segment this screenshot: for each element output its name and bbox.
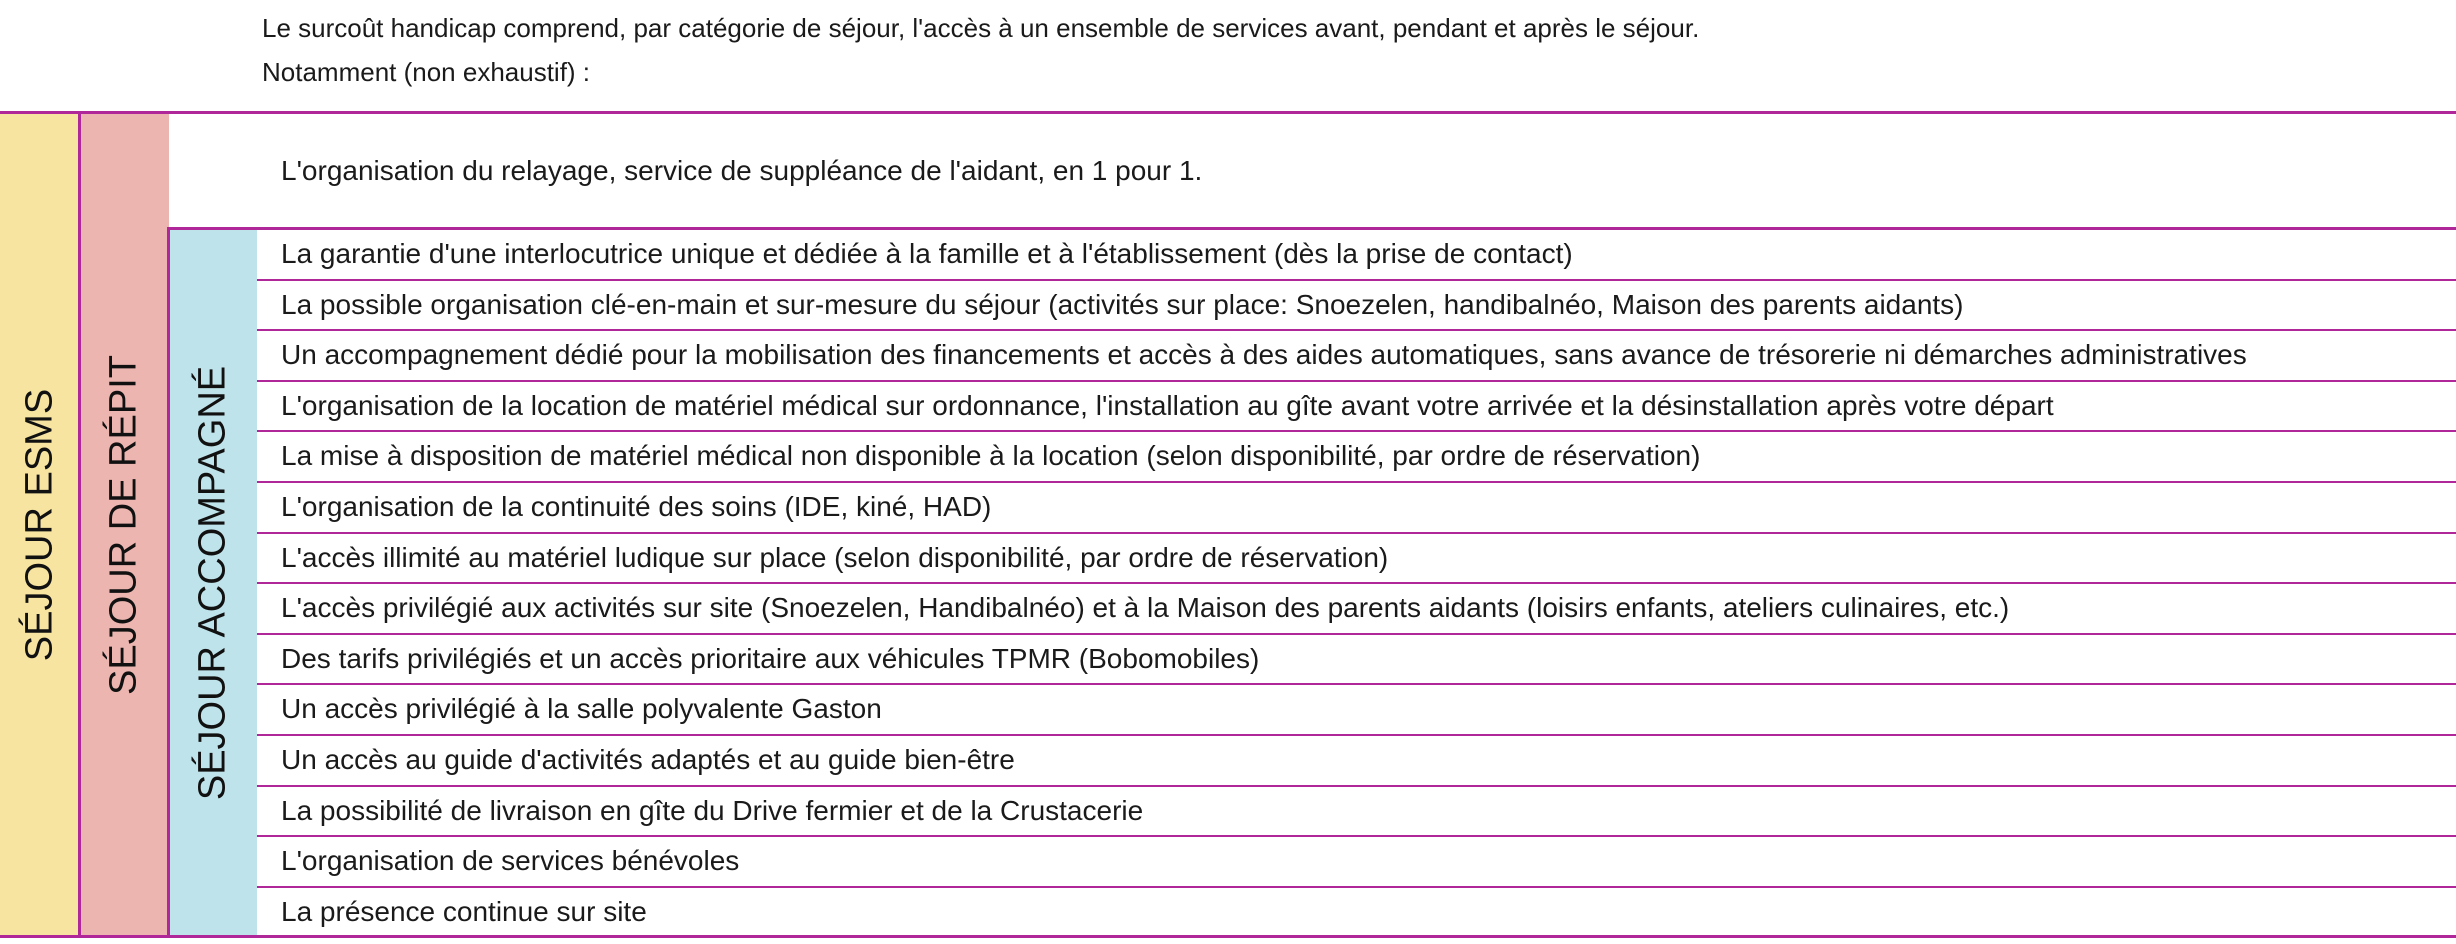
row-separator xyxy=(257,785,2456,787)
row-separator xyxy=(257,683,2456,685)
label-sejour-repit: SÉJOUR DE RÉPIT xyxy=(102,355,145,695)
list-item: La possibilité de livraison en gîte du Drive fermier et de la Crustacerie xyxy=(281,794,1144,826)
list-item: La mise à disposition de matériel médical non disponible à la location (selon disponibilité, par ordre de réservation) xyxy=(281,440,1701,472)
top-border xyxy=(0,111,2456,114)
label-sejour-esms: SÉJOUR ESMS xyxy=(18,388,61,662)
row-separator xyxy=(257,633,2456,635)
accompagne-top-border xyxy=(167,227,2456,230)
row-separator xyxy=(257,532,2456,534)
list-item: L'accès illimité au matériel ludique sur place (selon disponibilité, par ordre de réservation) xyxy=(281,541,1389,573)
row-separator xyxy=(257,835,2456,837)
divider-repit-accompagne xyxy=(167,227,170,938)
column-sejour-esms xyxy=(0,113,80,937)
row-separator xyxy=(257,279,2456,281)
divider-esms-repit xyxy=(78,111,81,938)
list-item: L'organisation de la continuité des soins (IDE, kiné, HAD) xyxy=(281,491,992,522)
repit-item: L'organisation du relayage, service de suppléance de l'aidant, en 1 pour 1. xyxy=(281,155,1203,186)
row-separator xyxy=(257,430,2456,432)
row-separator xyxy=(257,380,2456,382)
list-item: La possible organisation clé-en-main et sur-mesure du séjour (activités sur place: Snoezelen, handibalnéo, Maison des parents aidants) xyxy=(281,288,1964,320)
bottom-border xyxy=(0,935,2456,938)
list-item: Un accès privilégié à la salle polyvalente Gaston xyxy=(281,693,882,725)
list-item: La garantie d'une interlocutrice unique et dédiée à la famille et à l'établissement (dès la prise de contact) xyxy=(281,238,1573,269)
list-item: La présence continue sur site xyxy=(281,895,647,927)
row-separator xyxy=(257,481,2456,483)
list-item: L'organisation de la location de matériel médical sur ordonnance, l'installation au gîte avant votre arrivée et la désinstallation après votre départ xyxy=(281,389,2054,421)
column-sejour-accompagne xyxy=(169,229,257,937)
list-item: Des tarifs privilégiés et un accès prioritaire aux véhicules TPMR (Bobomobiles) xyxy=(281,642,1260,674)
list-item: Un accompagnement dédié pour la mobilisation des financements et accès à des aides automatiques, sans avance de trésorerie ni démarches administratives xyxy=(281,339,2247,371)
list-item: Un accès au guide d'activités adaptés et au guide bien-être xyxy=(281,744,1015,775)
label-sejour-accompagne: SÉJOUR ACCOMPAGNÉ xyxy=(191,365,234,801)
list-item: L'accès privilégié aux activités sur site (Snoezelen, Handibalnéo) et à la Maison des parents aidants (loisirs enfants, ateliers culinaires, etc.) xyxy=(281,592,2010,624)
list-item: L'organisation de services bénévoles xyxy=(281,845,740,877)
column-sejour-repit xyxy=(80,113,169,937)
row-separator xyxy=(257,582,2456,584)
row-separator xyxy=(257,886,2456,888)
row-separator xyxy=(257,734,2456,736)
intro-line-1: Le surcoût handicap comprend, par catégorie de séjour, l'accès à un ensemble de services avant, pendant et après le séjour. xyxy=(262,13,1700,43)
intro-line-2: Notamment (non exhaustif) : xyxy=(262,57,591,87)
row-separator xyxy=(257,329,2456,331)
